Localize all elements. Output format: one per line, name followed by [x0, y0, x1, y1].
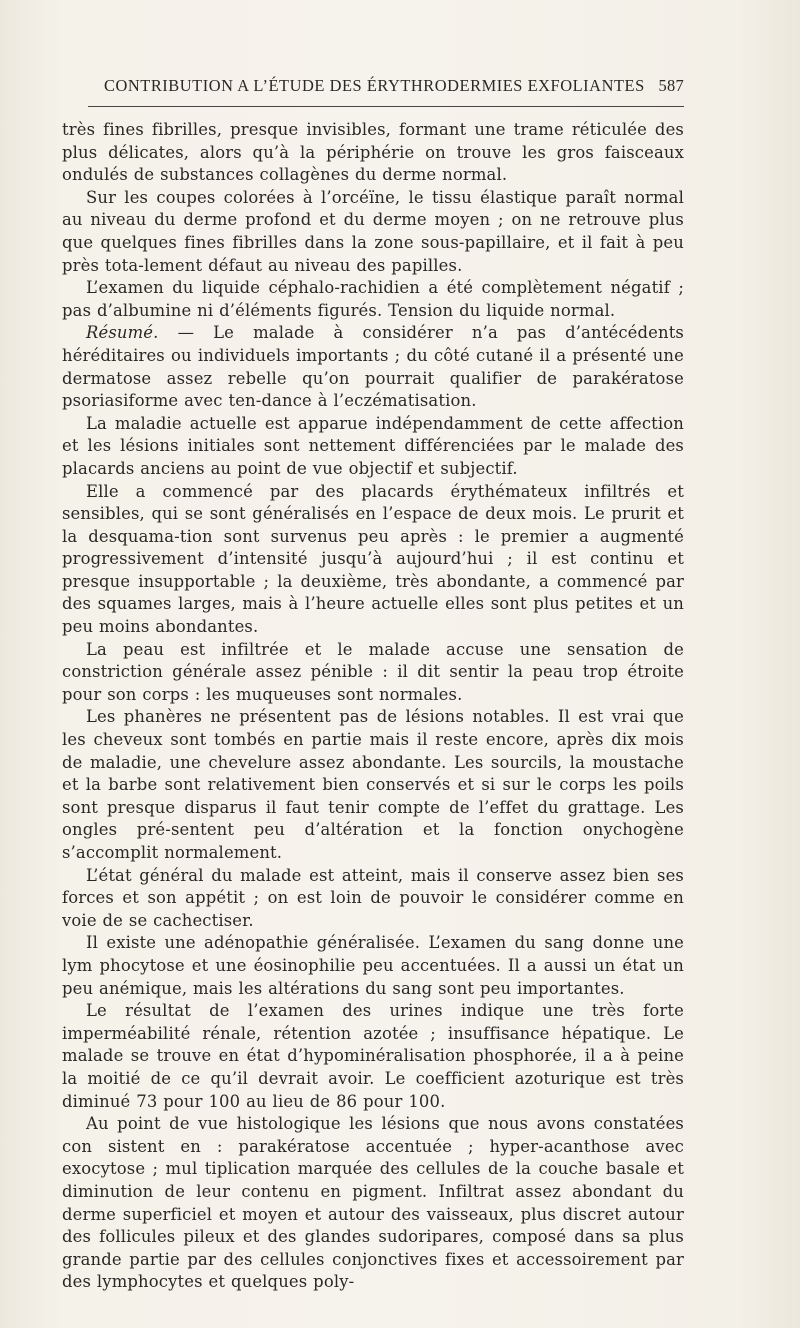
paragraph: Sur les coupes colorées à l’orcéïne, le tissu élastique paraît normal au niveau du derme profond et du derme moyen ; on ne retrouve plus que quelques fines fibrilles dans la zone sous-papillaire, et il fait à peu près tota-lement défaut au niveau des papilles. [62, 187, 684, 275]
paragraph: La peau est infiltrée et le malade accuse une sensation de constriction générale assez pénible : il dit sentir la peau trop étroite pour son corps : les muqueuses sont normales. [62, 639, 684, 704]
paragraph: très fines fibrilles, presque invisibles, formant une trame réticulée des plus délicates, alors qu’à la périphérie on trouve les gros faisceaux ondulés de substances collagènes du derme normal. [62, 120, 684, 185]
paragraph: L’examen du liquide céphalo-rachidien a été complètement négatif ; pas d’albumine ni d’éléments figurés. Tension du liquide normal. [62, 278, 684, 320]
paragraph: Les phanères ne présentent pas de lésions notables. Il est vrai que les cheveux sont tombés en partie mais il reste encore, après dix mois de maladie, une chevelure assez abondante. Les sourcils, la moustache et la barbe sont relativement bien conservés et si sur le corps les poils sont presque disparus il faut tenir compte de l’effet du grattage. Les ongles pré-sentent peu d’altération et la fonction onychogène s’accomplit normalement. [62, 707, 684, 862]
paragraph: Le résultat de l’examen des urines indique une très forte imperméabilité rénale, rétention azotée ; insuffisance hépatique. Le malade se trouve en état d’hypominéralisation phosphorée, il a à peine la moitié de ce qu’il devrait avoir. Le coefficient azoturique est très diminué 73 pour 100 au lieu de 86 pour 100. [62, 1001, 684, 1111]
paragraph: Elle a commencé par des placards érythémateux infiltrés et sensibles, qui se sont généralisés en l’espace de deux mois. Le prurit et la desquama-tion sont survenus peu après : le premier a augmenté progressivement d’intensité jusqu’à aujourd’hui ; il est continu et presque insupportable ; la deuxième, très abondante, a commencé par des squames larges, mais à l’heure actuelle elles sont plus petites et un peu moins abondantes. [62, 481, 684, 637]
paragraph-lead: Résumé. [86, 323, 159, 343]
paragraph: Au point de vue histologique les lésions que nous avons constatées con sistent en : parakératose accentuée ; hyper-acanthose avec exocytose ; mul tiplication marquée des cellules de la couche basale et diminution de leur contenu en pigment. Infiltrat assez abondant du derme superficiel et moyen et autour des vaisseaux, plus discret autour des follicules pileux et des glandes sudoripares, composé dans sa plus grande partie par des cellules conjonctives fixes et accessoirement par des lymphocytes et quelques poly- [62, 1114, 684, 1292]
paragraph: Résumé. — Le malade à considérer n’a pas d’antécédents héréditaires ou individuels importants ; du côté cutané il a présenté une dermatose assez rebelle qu’on pourrait qualifier de parakératose psoriasiforme avec ten-dance à l’eczématisation. [62, 323, 684, 411]
body-text [62, 119, 684, 1294]
paragraph: Il existe une adénopathie généralisée. L’examen du sang donne une lym phocytose et une éosinophilie peu accentuées. Il a aussi un état un peu anémique, mais les altérations du sang sont peu importantes. [62, 933, 684, 998]
running-title: CONTRIBUTION A L’ÉTUDE DES ÉRYTHRODERMIES EXFOLIANTES [104, 76, 645, 95]
paragraph: La maladie actuelle est apparue indépendamment de cette affection et les lésions initiales sont nettement différenciées par le malade des placards anciens au point de vue objectif et subjectif. [62, 413, 684, 478]
paragraph: L’état général du malade est atteint, mais il conserve assez bien ses forces et son appétit ; on est loin de pouvoir le considérer comme en voie de se cachectiser. [62, 865, 684, 930]
running-header [88, 76, 684, 102]
header-rule [88, 106, 684, 107]
page-number: 587 [658, 76, 684, 95]
